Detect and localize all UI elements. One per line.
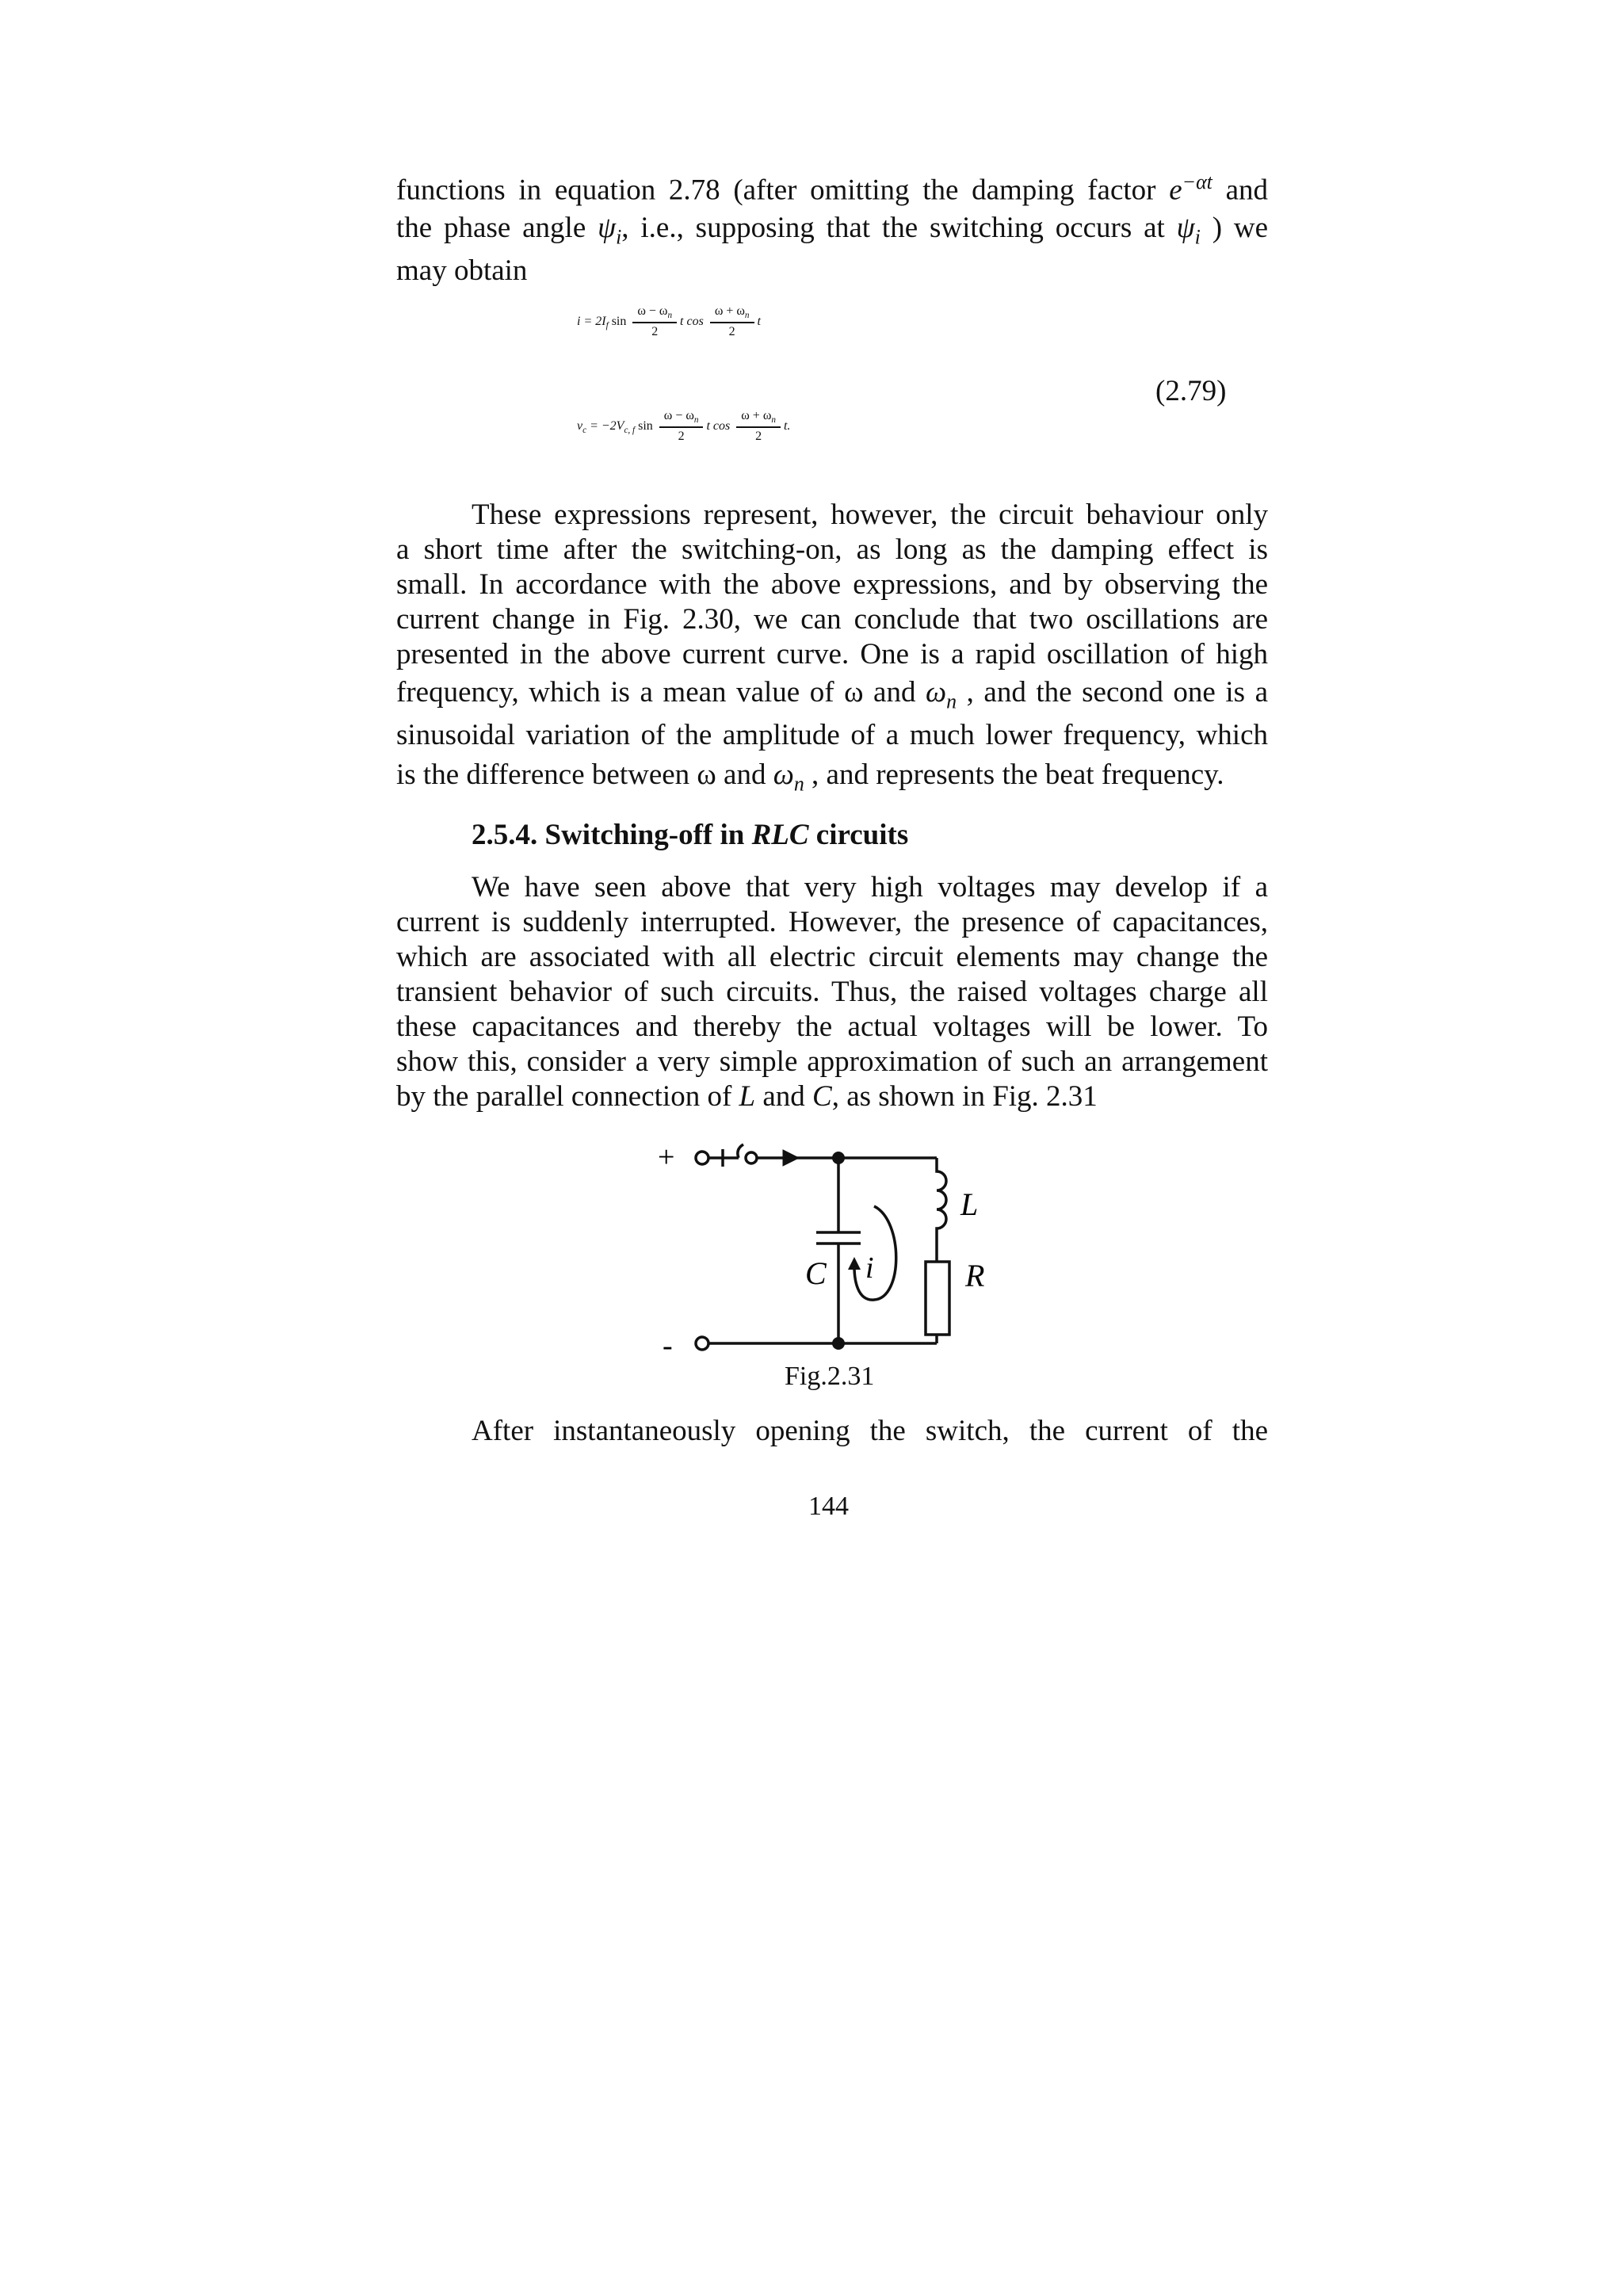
eq-sub: n (667, 311, 673, 321)
eq-sub: n (693, 415, 699, 426)
numerator: ω − ω (637, 304, 668, 318)
text: presented in the above current curve. One is a rapid oscillation of high (396, 638, 1268, 670)
fraction (632, 304, 677, 339)
numerator: ω + ω (714, 304, 745, 318)
omega-sub: n (946, 690, 957, 713)
para2-line5 (396, 637, 1268, 672)
para2-line6 (396, 675, 1268, 719)
text: a short time after the switching-on, as long as the damping effect is (396, 533, 1268, 566)
para1-line2 (396, 211, 1268, 254)
heading-italic: RLC (751, 819, 809, 851)
denominator: 2 (755, 430, 762, 444)
text: the phase angle (396, 212, 586, 244)
omega-symbol: ω (773, 758, 794, 791)
text: current change in Fig. 2.30, we can conclude that two oscillations are (396, 603, 1268, 636)
para1-line1 (396, 165, 1268, 208)
minus-label: - (663, 1329, 673, 1355)
para3-line7 (396, 1079, 1268, 1114)
equation-row-current (577, 304, 761, 339)
text: current is suddenly interrupted. However, the presence of capacitances, (396, 906, 1268, 938)
para3-line3 (396, 940, 1268, 975)
label-L: L (960, 1186, 979, 1222)
label-R: R (965, 1258, 985, 1293)
inductor-icon (937, 1158, 946, 1244)
eq-sub: c, f (624, 425, 636, 435)
text: show this, consider a very simple approximation of such an arrangement (396, 1045, 1268, 1078)
text: small. In accordance with the above expressions, and by observing the (396, 568, 1268, 601)
text: by the parallel connection of (396, 1080, 732, 1113)
heading-text: circuits (815, 819, 909, 851)
minus-terminal (696, 1337, 708, 1350)
exp-base: e (1169, 174, 1182, 207)
current-loop-arrow (854, 1206, 896, 1300)
eq-lhs: v (577, 418, 583, 433)
text: these capacitances and thereby the actual voltages will be lower. To (396, 1010, 1268, 1043)
para2-line3 (396, 567, 1268, 602)
label-i: i (865, 1251, 874, 1285)
label-C: C (805, 1255, 827, 1291)
text: transient behavior of such circuits. Thus, the raised voltages charge all (396, 976, 1268, 1008)
text: , and the second one is a (966, 676, 1269, 709)
text: We have seen above that very high voltages may develop if a (472, 871, 1268, 904)
equation-row-voltage (577, 409, 790, 444)
eq-sin: sin (611, 314, 627, 328)
circuit-diagram (650, 1125, 1046, 1355)
para2-line2 (396, 533, 1268, 567)
para3-line5 (396, 1010, 1268, 1045)
equation-number: (2.79) (1155, 375, 1227, 407)
resistor-icon (926, 1262, 949, 1335)
eq-t: t. (783, 418, 791, 433)
page-number: 144 (808, 1492, 849, 1521)
eq-sub: f (605, 320, 609, 330)
text: which are associated with all electric circuit elements may change the (396, 941, 1268, 973)
eq-sub: c (582, 425, 587, 435)
text: functions in equation 2.78 (after omitting the damping factor (396, 174, 1156, 207)
fraction (736, 409, 781, 444)
para2-line7 (396, 718, 1268, 753)
psi-sub: i (1194, 225, 1201, 249)
symbol-C: C (812, 1080, 832, 1113)
text: is the difference between ω and (396, 758, 766, 791)
heading-text: 2.5.4. Switching-off in (472, 819, 745, 851)
eq-sub: n (744, 311, 750, 321)
text: , and represents the beat frequency. (812, 758, 1224, 791)
symbol-L: L (739, 1080, 756, 1113)
text: , as shown in Fig. 2.31 (831, 1080, 1098, 1113)
text: , i.e., supposing that the switching occurs at (621, 212, 1165, 244)
para2-line1 (396, 498, 1268, 533)
para2-line4 (396, 602, 1268, 637)
text: frequency, which is a mean value of ω and (396, 676, 916, 709)
section-heading (472, 818, 908, 852)
numerator: ω − ω (663, 409, 694, 422)
denominator: 2 (651, 325, 659, 339)
psi-sub: i (616, 225, 622, 249)
text: sinusoidal variation of the amplitude of a much lower frequency, which (396, 719, 1268, 751)
switch-icon (723, 1144, 743, 1158)
para1-line3 (396, 254, 1268, 288)
para3-line1 (396, 870, 1268, 905)
eq-t-cos: t cos (706, 418, 731, 433)
para4-line1 (396, 1414, 1268, 1449)
text: and (762, 1080, 805, 1113)
plus-label: + (658, 1140, 675, 1174)
text: After instantaneously opening the switch, the current of the (472, 1415, 1268, 1447)
text: and (1225, 174, 1269, 207)
eq-lhs: i = 2I (577, 314, 606, 328)
omega-sub: n (793, 772, 804, 796)
eq-t: t (757, 314, 761, 328)
para3-line6 (396, 1045, 1268, 1079)
eq-t-cos: t cos (680, 314, 704, 328)
para3-line2 (396, 905, 1268, 940)
numerator: ω + ω (741, 409, 772, 422)
fraction (710, 304, 754, 339)
para2-line8 (396, 758, 1268, 801)
psi-symbol: ψ (598, 212, 617, 244)
text: may obtain (396, 254, 528, 287)
denominator: 2 (728, 325, 735, 339)
plus-terminal (696, 1152, 708, 1164)
denominator: 2 (678, 430, 685, 444)
eq-sin: sin (638, 418, 653, 433)
eq-rhs: = −2V (590, 418, 624, 433)
text: ) we (1212, 212, 1268, 244)
fraction (659, 409, 704, 444)
text: These expressions represent, however, the circuit behaviour only (472, 499, 1268, 531)
eq-sub: n (771, 415, 776, 426)
para3-line4 (396, 975, 1268, 1010)
figure-caption: Fig.2.31 (785, 1362, 875, 1391)
omega-symbol: ω (926, 676, 947, 709)
exp-sup: −αt (1182, 170, 1212, 193)
psi-symbol: ψ (1176, 212, 1195, 244)
